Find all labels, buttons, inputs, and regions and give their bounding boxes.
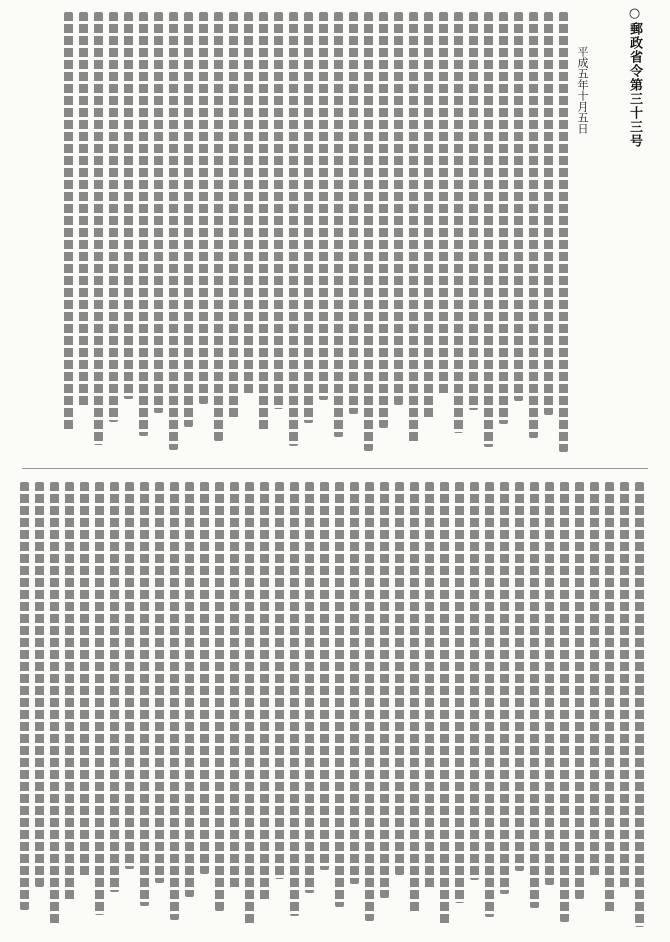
text-column-placeholder [230,482,239,888]
text-column-placeholder [170,482,179,920]
text-column-placeholder [169,12,178,450]
text-column-placeholder [439,12,448,396]
text-column-placeholder [155,482,164,883]
text-column-placeholder [64,12,73,431]
text-column-placeholder [559,12,568,452]
text-column-placeholder [440,482,449,926]
lower-text-tier [22,478,648,933]
text-column-placeholder [199,12,208,404]
text-column-placeholder [244,12,253,395]
text-column-placeholder [215,482,224,911]
text-column-placeholder [635,482,644,927]
text-column-placeholder [455,482,464,903]
text-column-placeholder [425,482,434,889]
text-column-placeholder [515,482,524,871]
text-column-placeholder [544,12,553,415]
text-column-placeholder [275,482,284,879]
text-column-placeholder [394,12,403,405]
text-column-placeholder [140,482,149,906]
text-column-placeholder [500,482,509,894]
text-column-placeholder [260,482,269,902]
text-column-placeholder [184,12,193,427]
text-column-placeholder [530,482,539,908]
text-column-placeholder [245,482,254,925]
text-column-placeholder [139,12,148,436]
text-column-placeholder [410,482,419,912]
text-column-placeholder [109,12,118,422]
text-column-placeholder [124,12,133,399]
text-column-placeholder [110,482,119,892]
text-column-placeholder [79,12,88,408]
text-column-placeholder [289,12,298,446]
text-column-placeholder [620,482,629,890]
text-column-placeholder [380,482,389,898]
tier-divider [22,468,648,469]
text-column-placeholder [485,482,494,917]
text-column-placeholder [364,12,373,451]
text-column-placeholder [605,482,614,913]
text-column-placeholder [229,12,238,418]
ordinance-heading: ○郵政省令第三十三号 [627,6,642,148]
text-column-placeholder [185,482,194,897]
text-column-placeholder [529,12,538,438]
text-column-placeholder [200,482,209,874]
text-column-placeholder [470,482,479,880]
text-column-placeholder [95,482,104,915]
text-column-placeholder [365,482,374,921]
promulgation-date: 平成五年十月五日 [576,46,589,134]
text-column-placeholder [469,12,478,410]
text-column-placeholder [259,12,268,432]
text-column-placeholder [20,482,29,910]
text-column-placeholder [545,482,554,885]
text-column-placeholder [454,12,463,433]
text-column-placeholder [514,12,523,401]
text-column-placeholder [80,482,89,878]
text-column-placeholder [304,12,313,423]
text-column-placeholder [214,12,223,441]
text-column-placeholder [94,12,103,445]
text-column-placeholder [484,12,493,447]
text-column-placeholder [35,482,44,887]
upper-text-tier [22,6,648,461]
text-column-placeholder [125,482,134,869]
text-column-placeholder [350,482,359,884]
text-column-placeholder [319,12,328,400]
text-column-placeholder [499,12,508,424]
text-column-placeholder [65,482,74,901]
text-column-placeholder [395,482,404,875]
text-column-placeholder [349,12,358,414]
text-column-placeholder [409,12,418,442]
text-column-placeholder [50,482,59,924]
text-column-placeholder [575,482,584,899]
text-column-placeholder [335,482,344,907]
text-column-placeholder [379,12,388,428]
text-column-placeholder [154,12,163,413]
text-column-placeholder [334,12,343,437]
text-column-placeholder [305,482,314,893]
text-column-placeholder [320,482,329,870]
text-column-placeholder [274,12,283,409]
text-column-placeholder [424,12,433,419]
text-column-placeholder [590,482,599,876]
text-column-placeholder [560,482,569,922]
text-column-placeholder [290,482,299,916]
